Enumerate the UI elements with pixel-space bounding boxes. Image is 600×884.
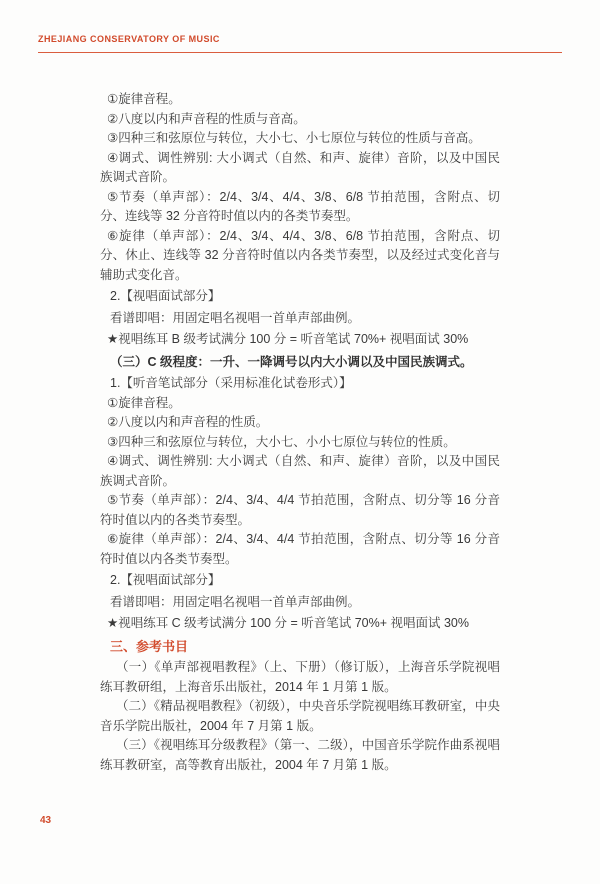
list-item: ⑥旋律（单声部）：2/4、3/4、4/4 节拍范围，含附点、切分等 16 分音符时值以内各类节奏型。: [100, 532, 500, 566]
exam-part-line: 1.【听音笔试部分（采用标准化试卷形式）】: [110, 376, 352, 390]
list-item: ⑤节奏（单声部）：2/4、3/4、4/4、3/8、6/8 节拍范围，含附点、切分、连线等 32 分音符时值以内的各类节奏型。: [100, 189, 500, 223]
page-header: [38, 34, 562, 53]
score-formula-line: ★视唱练耳 C 级考试满分 100 分 = 听音笔试 70%+ 视唱面试 30%: [107, 616, 469, 630]
exam-part-line: 看谱即唱：用固定唱名视唱一首单声部曲例。: [110, 310, 361, 325]
header-divider-rule: [38, 52, 562, 53]
page-number: 43: [40, 815, 52, 826]
list-item: ①旋律音程。: [107, 395, 181, 410]
list-item: ②八度以内和声音程的性质与音高。: [107, 111, 306, 126]
score-formula-line: ★视唱练耳 B 级考试满分 100 分 = 听音笔试 70%+ 视唱面试 30%: [107, 332, 469, 346]
list-item: ④调式、调性辨别: 大小调式（自然、和声、旋律）音阶，以及中国民族调式音阶。: [100, 454, 500, 488]
list-item: ③四种三和弦原位与转位，大小七、小小七原位与转位的性质。: [107, 434, 456, 449]
list-item: ①旋律音程。: [107, 92, 181, 106]
exam-part-line: 2.【视唱面试部分】: [110, 289, 221, 303]
list-item: ④调式、调性辨别: 大小调式（自然、和声、旋律）音阶，以及中国民族调式音阶。: [100, 150, 500, 184]
list-item: ⑤节奏（单声部）：2/4、3/4、4/4 节拍范围，含附点、切分等 16 分音符时值以内的各类节奏型。: [100, 493, 500, 527]
exam-part-line: 看谱即唱：用固定唱名视唱一首单声部曲例。: [110, 594, 361, 609]
list-item: ②八度以内和声音程的性质。: [107, 415, 269, 429]
reference-entry: （二）《精品视唱教程》（初级），中央音乐学院视唱练耳教研室，中央音乐学院出版社，2004 年 7 月第 1 版。: [100, 699, 500, 733]
reference-entry: （三）《视唱练耳分级教程》（第一、二级），中国音乐学院作曲系视唱练耳教研室，高等教育出版社，2004 年 7 月第 1 版。: [100, 738, 500, 772]
reference-entry: （一）《单声部视唱教程》（上、下册）（修订版），上海音乐学院视唱练耳教研组，上海音乐出版社，2014 年 1 月第 1 版。: [100, 660, 500, 694]
list-item: ③四种三和弦原位与转位，大小七、小七原位与转位的性质与音高。: [107, 131, 481, 145]
exam-part-line: 2.【视唱面试部分】: [110, 573, 221, 587]
institution-logo-text: ZHEJIANG CONSERVATORY OF MUSIC: [38, 34, 220, 44]
document-body: [100, 90, 500, 775]
references-heading: 三、参考书目: [110, 638, 189, 654]
list-item: ⑥旋律（单声部）：2/4、3/4、4/4、3/8、6/8 节拍范围，含附点、切分、休止、连线等 32 分音符时值以内各类节奏型，以及经过式变化音与辅助式变化音。: [100, 228, 500, 282]
level-heading: （三）C 级程度：一升、一降调号以内大小调以及中国民族调式。: [110, 354, 473, 369]
